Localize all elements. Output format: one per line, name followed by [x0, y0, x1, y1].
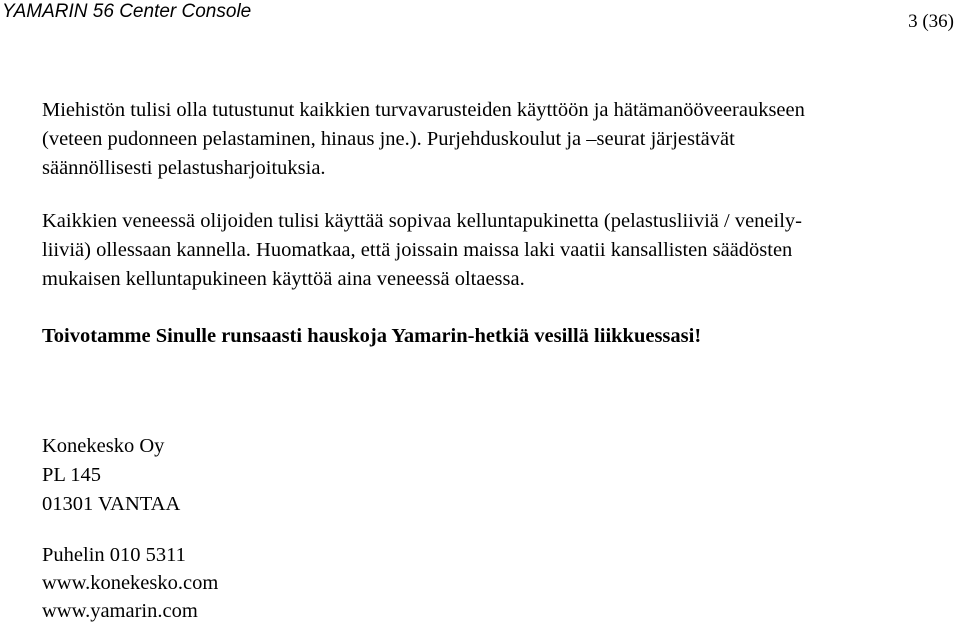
website-konekesko: www.konekesko.com: [42, 572, 219, 594]
website-yamarin: www.yamarin.com: [42, 600, 198, 622]
paragraph-crew-safety: [42, 96, 805, 183]
paragraph-line: säännöllisesti pelastusharjoituksia.: [42, 157, 326, 179]
company-name: Konekesko Oy: [42, 435, 165, 457]
paragraph-life-jackets: [42, 207, 802, 294]
paragraph-line: Kaikkien veneessä olijoiden tulisi käyttää sopivaa kelluntapukinetta (pelastusliiviä / veneily-: [42, 210, 803, 232]
closing-greeting: [42, 322, 701, 351]
page-number: 3 (36): [908, 11, 954, 32]
paragraph-line: liiviä) ollessaan kannella. Huomatkaa, että joissain maissa laki vaatii kansallisten säädösten: [42, 239, 793, 261]
paragraph-line: mukaisen kelluntapukineen käyttöä aina veneessä oltaessa.: [42, 268, 525, 290]
closing-line: Toivotamme Sinulle runsaasti hauskoja Yamarin-hetkiä vesillä liikkuessasi!: [42, 325, 702, 347]
postal-city: 01301 VANTAA: [42, 493, 181, 515]
phone-number: Puhelin 010 5311: [42, 544, 186, 566]
paragraph-line: Miehistön tulisi olla tutustunut kaikkien turvavarusteiden käyttöön ja hätämanööveeraukseen: [42, 99, 805, 121]
document-header-title: YAMARIN 56 Center Console: [2, 1, 252, 22]
company-address: [42, 432, 180, 519]
contact-info: [42, 541, 218, 625]
po-box: PL 145: [42, 464, 102, 486]
paragraph-line: (veteen pudonneen pelastaminen, hinaus jne.). Purjehduskoulut ja –seurat järjestävät: [42, 128, 735, 150]
